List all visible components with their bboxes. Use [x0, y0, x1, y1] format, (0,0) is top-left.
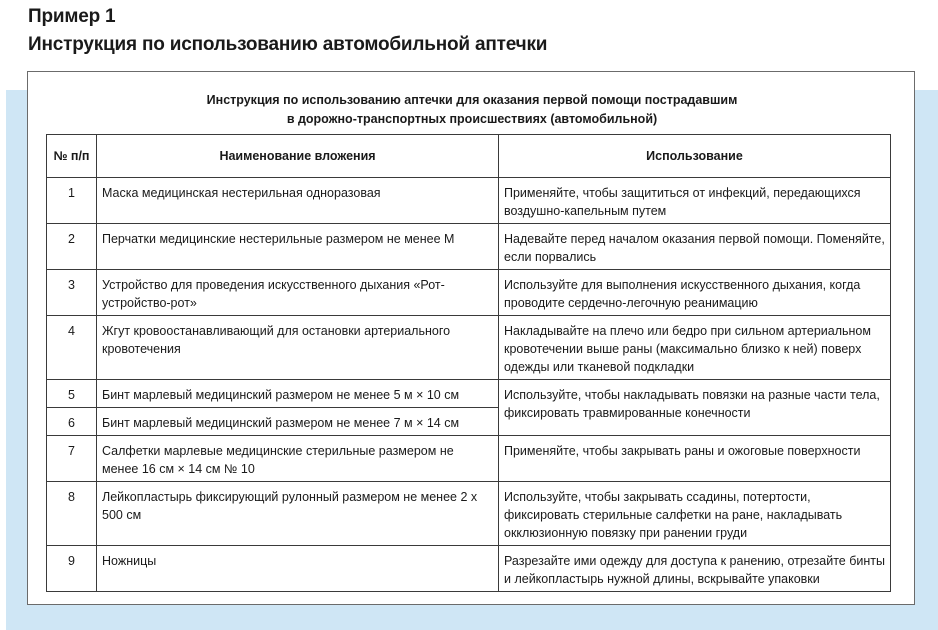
column-header-name: Наименование вложения	[97, 135, 499, 178]
table-row	[47, 380, 891, 408]
item-usage: Используйте, чтобы накладывать повязки на разные части тела, фиксировать травмированные конечности	[499, 380, 891, 436]
table-row	[47, 546, 891, 592]
row-number: 8	[47, 482, 97, 546]
item-name: Бинт марлевый медицинский размером не менее 7 м × 14 см	[97, 408, 499, 436]
item-usage: Используйте, чтобы закрывать ссадины, потертости, фиксировать стерильные салфетки на ране, накладывать окклюзионную повязку при ранении груди	[499, 482, 891, 546]
item-name: Перчатки медицинские нестерильные размером не менее М	[97, 224, 499, 270]
item-usage: Используйте для выполнения искусственного дыхания, когда проводите сердечно-легочную реанимацию	[499, 270, 891, 316]
item-name: Маска медицинская нестерильная одноразовая	[97, 178, 499, 224]
document-title-line2: в дорожно-транспортных происшествиях (автомобильной)	[286, 112, 658, 126]
row-number: 7	[47, 436, 97, 482]
table-row	[47, 436, 891, 482]
table-row	[47, 316, 891, 380]
item-usage: Применяйте, чтобы закрывать раны и ожоговые поверхности	[499, 436, 891, 482]
table-row	[47, 224, 891, 270]
item-usage: Надевайте перед началом оказания первой помощи. Поменяйте, если порвались	[499, 224, 891, 270]
item-usage: Применяйте, чтобы защититься от инфекций, передающихся воздушно-капельным путем	[499, 178, 891, 224]
row-number: 3	[47, 270, 97, 316]
item-name: Жгут кровоостанавливающий для остановки артериального кровотечения	[97, 316, 499, 380]
row-number: 1	[47, 178, 97, 224]
row-number: 6	[47, 408, 97, 436]
example-label: Пример 1	[28, 6, 116, 27]
table-row	[47, 482, 891, 546]
instruction-sheet	[27, 71, 915, 605]
item-usage: Разрезайте ими одежду для доступа к ранению, отрезайте бинты и лейкопластырь нужной длины, вскрывайте упаковки	[499, 546, 891, 592]
column-header-number: № п/п	[47, 135, 97, 178]
document-title-line1: Инструкция по использованию аптечки для оказания первой помощи пострадавшим	[206, 93, 738, 107]
row-number: 9	[47, 546, 97, 592]
item-name: Салфетки марлевые медицинские стерильные размером не менее 16 см × 14 см № 10	[97, 436, 499, 482]
item-name: Бинт марлевый медицинский размером не менее 5 м × 10 см	[97, 380, 499, 408]
row-number: 4	[47, 316, 97, 380]
row-number: 2	[47, 224, 97, 270]
item-name: Ножницы	[97, 546, 499, 592]
instruction-table	[46, 134, 891, 592]
row-number: 5	[47, 380, 97, 408]
table-row	[47, 270, 891, 316]
page-subtitle: Инструкция по использованию автомобильной аптечки	[28, 34, 548, 55]
table-header-row	[47, 135, 891, 178]
table-row	[47, 178, 891, 224]
column-header-usage: Использование	[499, 135, 891, 178]
item-usage: Накладывайте на плечо или бедро при сильном артериальном кровотечении выше раны (максимально близко к ней) поверх одежды или тканевой подкладки	[499, 316, 891, 380]
item-name: Устройство для проведения искусственного дыхания «Рот-устройство-рот»	[97, 270, 499, 316]
item-name: Лейкопластырь фиксирующий рулонный размером не менее 2 х 500 см	[97, 482, 499, 546]
